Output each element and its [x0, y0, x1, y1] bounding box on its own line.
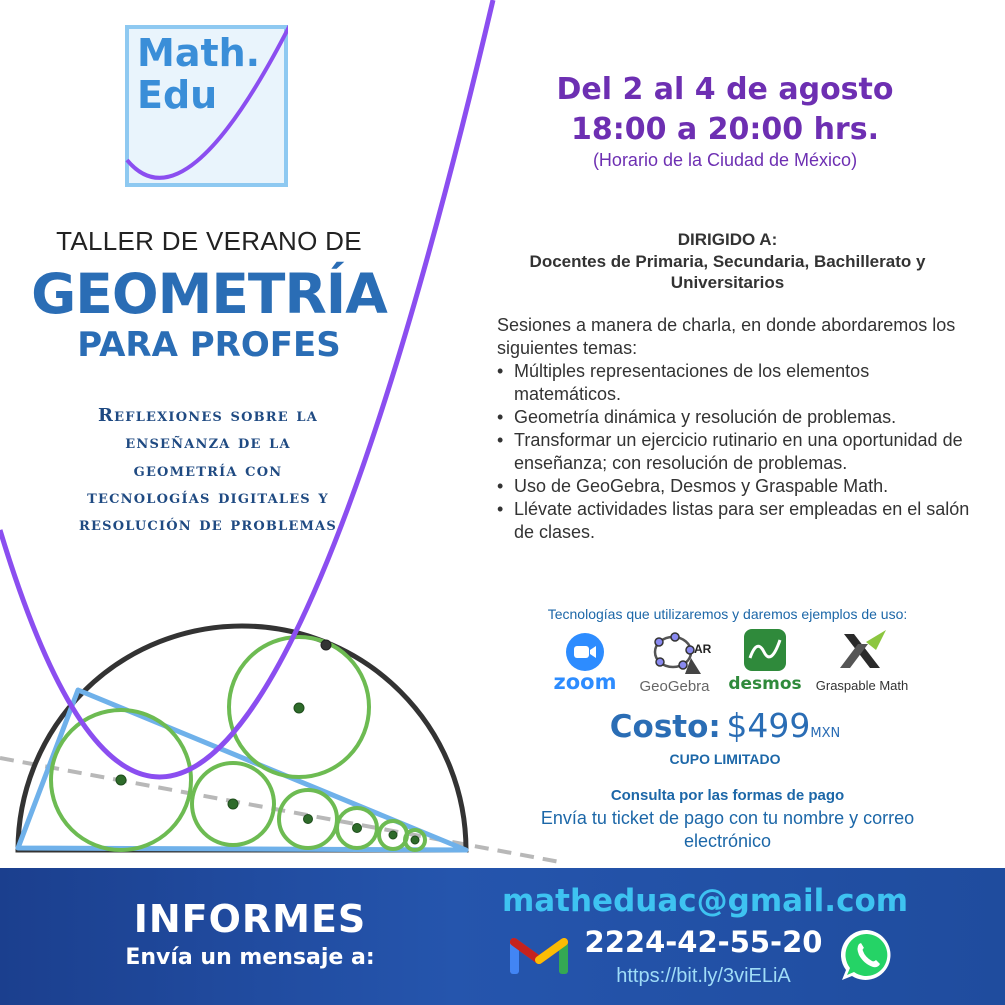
graspable-math-icon: [834, 628, 890, 674]
geogebra-logo: [632, 628, 717, 698]
topic-item: • Uso de GeoGebra, Desmos y Graspable Math.: [514, 475, 972, 498]
footer-heading: INFORMES: [133, 897, 367, 941]
technology-logos: [540, 628, 920, 698]
price: [560, 706, 890, 745]
event-title: GEOMETRÍA: [31, 262, 387, 326]
semicircle: [18, 626, 466, 850]
contact-email[interactable]: matheduac@gmail.com: [501, 883, 909, 919]
desmos-icon: [743, 628, 787, 672]
desmos-label: desmos: [728, 674, 802, 694]
geogebra-label: GeoGebra: [639, 678, 710, 695]
logo-parabola-icon: [125, 25, 288, 187]
event-dates: Del 2 al 4 de agosto: [556, 72, 894, 107]
price-amount: $499: [726, 706, 811, 745]
logo-text: Math. Edu: [137, 31, 261, 117]
audience-text: Docentes de Primaria, Secundaria, Bachillerato y Universitarios: [529, 252, 926, 292]
footer-text: Envía un mensaje a:: [125, 945, 375, 970]
event-time: 18:00 a 20:00 hrs.: [571, 112, 879, 147]
zoom-camera-icon: [565, 632, 605, 672]
topic-item: • Múltiples representaciones de los elementos matemáticos.: [514, 360, 972, 406]
event-description: Reflexiones sobre la enseñanza de la geometría con tecnologías digitales y resolución de problemas: [79, 405, 337, 536]
audience-heading: DIRIGIDO A:: [677, 230, 778, 249]
blue-triangle: [18, 690, 466, 850]
price-currency: MXN: [810, 726, 841, 741]
topic-item: • Geometría dinámica y resolución de problemas.: [514, 406, 972, 429]
price-note: CUPO LIMITADO: [669, 751, 781, 767]
contact-phone[interactable]: 2224-42-55-20: [584, 925, 823, 959]
graspable-math-label: Graspable Math: [815, 678, 909, 693]
sessions-intro: Sesiones a manera de charla, en donde abordaremos los siguientes temas:: [497, 315, 956, 358]
event-title-sub: PARA PROFES: [77, 325, 341, 365]
zoom-label: zoom: [553, 670, 617, 694]
gmail-icon: [510, 932, 568, 976]
technologies-heading: Tecnologías que utilizaremos y daremos ejemplos de uso:: [547, 606, 908, 622]
desmos-logo: [720, 628, 810, 698]
topic-item: • Llévate actividades listas para ser empleadas en el salón de clases.: [514, 498, 972, 544]
zoom-logo: [545, 628, 625, 698]
price-label: Costo:: [609, 709, 721, 745]
event-timezone: (Horario de la Ciudad de México): [592, 150, 858, 170]
payment-text: Envía tu ticket de pago con tu nombre y correo electrónico: [540, 808, 915, 851]
whatsapp-icon[interactable]: [838, 926, 896, 984]
topics-list: [497, 360, 972, 544]
graspable-math-logo: [802, 628, 922, 698]
geogebra-badge: AR: [694, 642, 712, 656]
contact-url[interactable]: https://bit.ly/3viELiA: [616, 965, 791, 987]
topic-item: • Transformar un ejercicio rutinario en una oportunidad de enseñanza; con resolución de problemas.: [514, 429, 972, 475]
event-subtitle: TALLER DE VERANO DE: [56, 226, 362, 256]
sessions-block: [497, 314, 972, 544]
payment-heading: Consulta por las formas de pago: [610, 787, 845, 804]
